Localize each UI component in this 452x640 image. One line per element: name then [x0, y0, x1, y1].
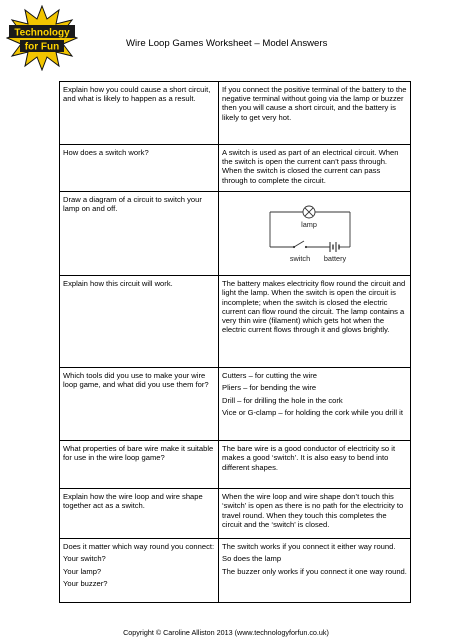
table-row [60, 145, 411, 192]
logo-line1: Technology [14, 27, 70, 39]
table-row [60, 82, 411, 145]
question-cell: How does a switch work? [60, 145, 219, 192]
question-cell: Explain how you could cause a short circuit, and what is likely to happen as a result. [60, 82, 219, 145]
answer-cell: If you connect the positive terminal of the battery to the negative terminal without going via the lamp or buzzer then you will cause a short circuit, and the battery is likely to get very hot. [219, 82, 411, 145]
copyright-footer: Copyright © Caroline Alliston 2013 (www.technologyforfun.co.uk) [123, 628, 329, 637]
answer-cell: Cutters – for cutting the wire Pliers – for bending the wire Drill – for drilling the hole in the cork Vice or G-clamp – for holding the cork while you drill it [219, 368, 411, 441]
circuit-diagram [222, 195, 400, 271]
table-row [60, 368, 411, 441]
question-cell: Does it matter which way round you connect: Your switch? Your lamp? Your buzzer? [60, 539, 219, 603]
table-row [60, 276, 411, 368]
question-cell: Draw a diagram of a circuit to switch your lamp on and off. [60, 192, 219, 276]
technology-for-fun-logo [6, 5, 78, 71]
switch-icon [294, 241, 304, 247]
table-row [60, 192, 411, 276]
answer-cell: The bare wire is a good conductor of electricity so it makes a good ‘switch’. It is also easy to bend into different shapes. [219, 441, 411, 489]
logo-line2: for Fun [24, 41, 60, 53]
table-row [60, 489, 411, 539]
answer-cell: The battery makes electricity flow round the circuit and light the lamp. When the switch is open the circuit is incomplete; when the switch is closed the electric current can flow round the circuit. The lamp contains a very thin wire (filament) which gets hot when the electric current flows through it and glows brightly. [219, 276, 411, 368]
answer-cell: A switch is used as part of an electrical circuit. When the switch is open the current can’t pass through. When the switch is closed the current can pass through to complete the circuit. [219, 145, 411, 192]
table-row [60, 441, 411, 489]
question-cell: Which tools did you use to make your wire loop game, and what did you use them for? [60, 368, 219, 441]
question-cell: What properties of bare wire make it suitable for use in the wire loop game? [60, 441, 219, 489]
table-row [60, 539, 411, 603]
answer-cell: When the wire loop and wire shape don’t touch this ‘switch’ is open as there is no path for the electricity to travel round. When they touch this completes the circuit and the ‘switch’ is closed. [219, 489, 411, 539]
page-title: Wire Loop Games Worksheet – Model Answers [126, 38, 328, 49]
question-cell: Explain how the wire loop and wire shape together act as a switch. [60, 489, 219, 539]
worksheet-table [59, 81, 411, 603]
switch-label: switch [289, 254, 311, 263]
question-cell: Explain how this circuit will work. [60, 276, 219, 368]
answer-cell: The switch works if you connect it either way round. So does the lamp The buzzer only works if you connect it one way round. [219, 539, 411, 603]
lamp-label: lamp [301, 220, 317, 229]
circuit-diagram-cell [219, 192, 411, 276]
battery-label: battery [323, 254, 347, 263]
